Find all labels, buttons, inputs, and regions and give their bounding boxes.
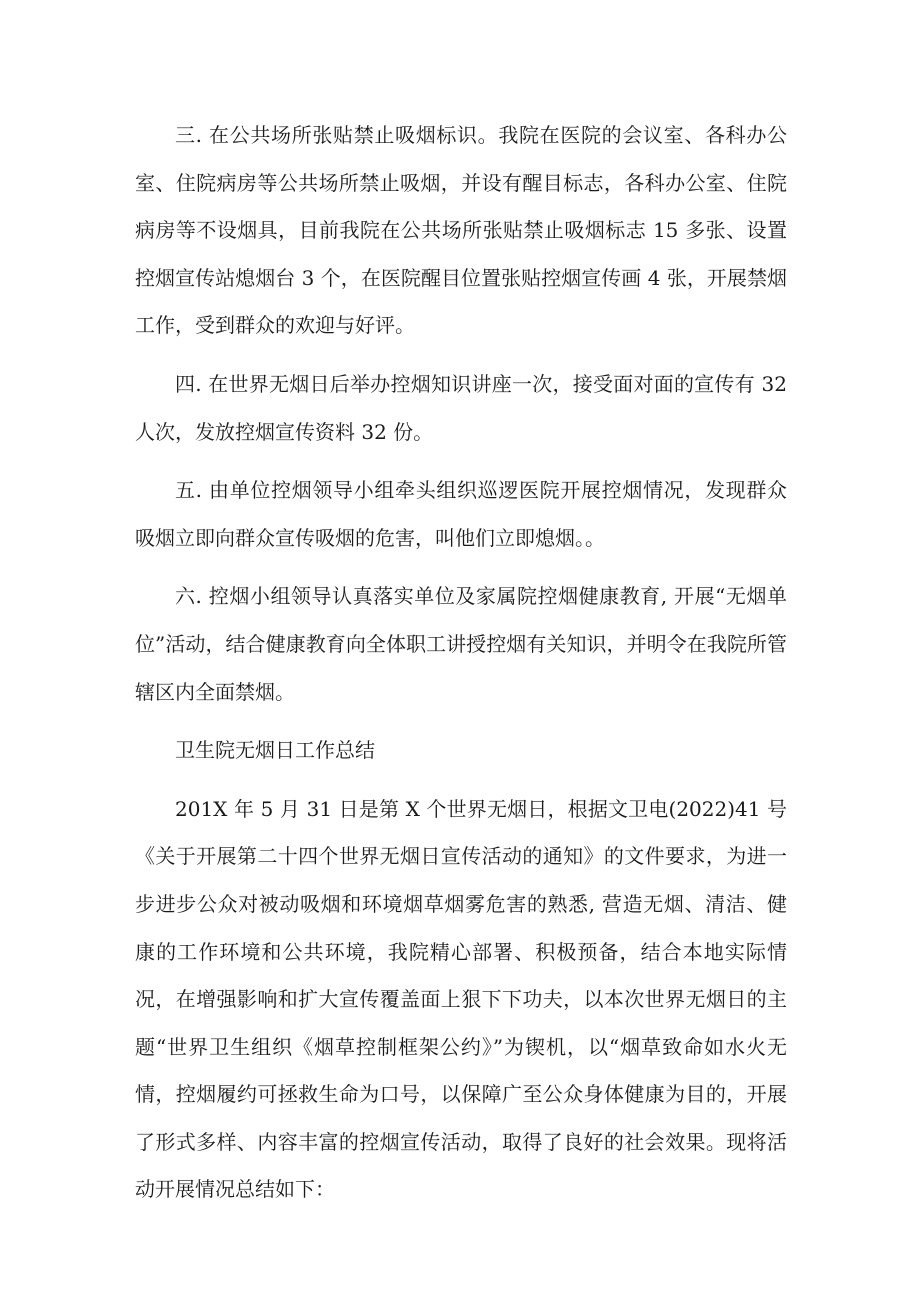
paragraph-section-4: 四. 在世界无烟日后举办控烟知识讲座一次，接受面对面的宣传有 32 人次，发放控烟宣传资料 32 份。: [135, 371, 787, 444]
paragraph-summary-intro: 201X 年 5 月 31 日是第 X 个世界无烟日，根据文卫电(2022)41 号《关于开展第二十四个世界无烟日宣传活动的通知》的文件要求，为进一步进步公众对被动吸烟和环境烟草烟雾危害的熟悉, 营造无烟、清洁、健康的工作环境和公共环境，我院精心部署、积极预备，结合本地实际情况，在增强影响和扩大宣传覆盖面上狠下下功夫，以本次世界无烟日的主题“世界卫生组织《烟草控制框架公约》”为锲机，以“烟草致命如水火无情，控烟履约可拯救生命为口号，以保障广至公众身体健康为目的，开展了形式多样、内容丰富的控烟宣传活动，取得了良好的社会效果。现将活动开展情况总结如下：: [135, 796, 787, 1202]
document-body: [135, 112, 787, 1225]
paragraph-section-5: 五. 由单位控烟领导小组牵头组织巡逻医院开展控烟情况，发现群众吸烟立即向群众宣传吸烟的危害，叫他们立即熄烟。。: [135, 478, 787, 550]
section-title: 卫生院无烟日工作总结: [175, 738, 375, 763]
paragraph-section-3: 三. 在公共场所张贴禁止吸烟标识。我院在医院的会议室、各科办公室、住院病房等公共场所禁止吸烟，并设有醒目标志，各科办公室、住院病房等不设烟具，目前我院在公共场所张贴禁止吸烟标志 15 多张、设置控烟宣传站熄烟台 3 个，在医院醒目位置张贴控烟宣传画 4 张，开展禁烟工作，受到群众的欢迎与好评。: [135, 123, 787, 338]
paragraph-section-6: 六. 控烟小组领导认真落实单位及家属院控烟健康教育, 开展“无烟单位”活动，结合健康教育向全体职工讲授控烟有关知识，并明令在我院所管辖区内全面禁烟。: [135, 584, 787, 704]
